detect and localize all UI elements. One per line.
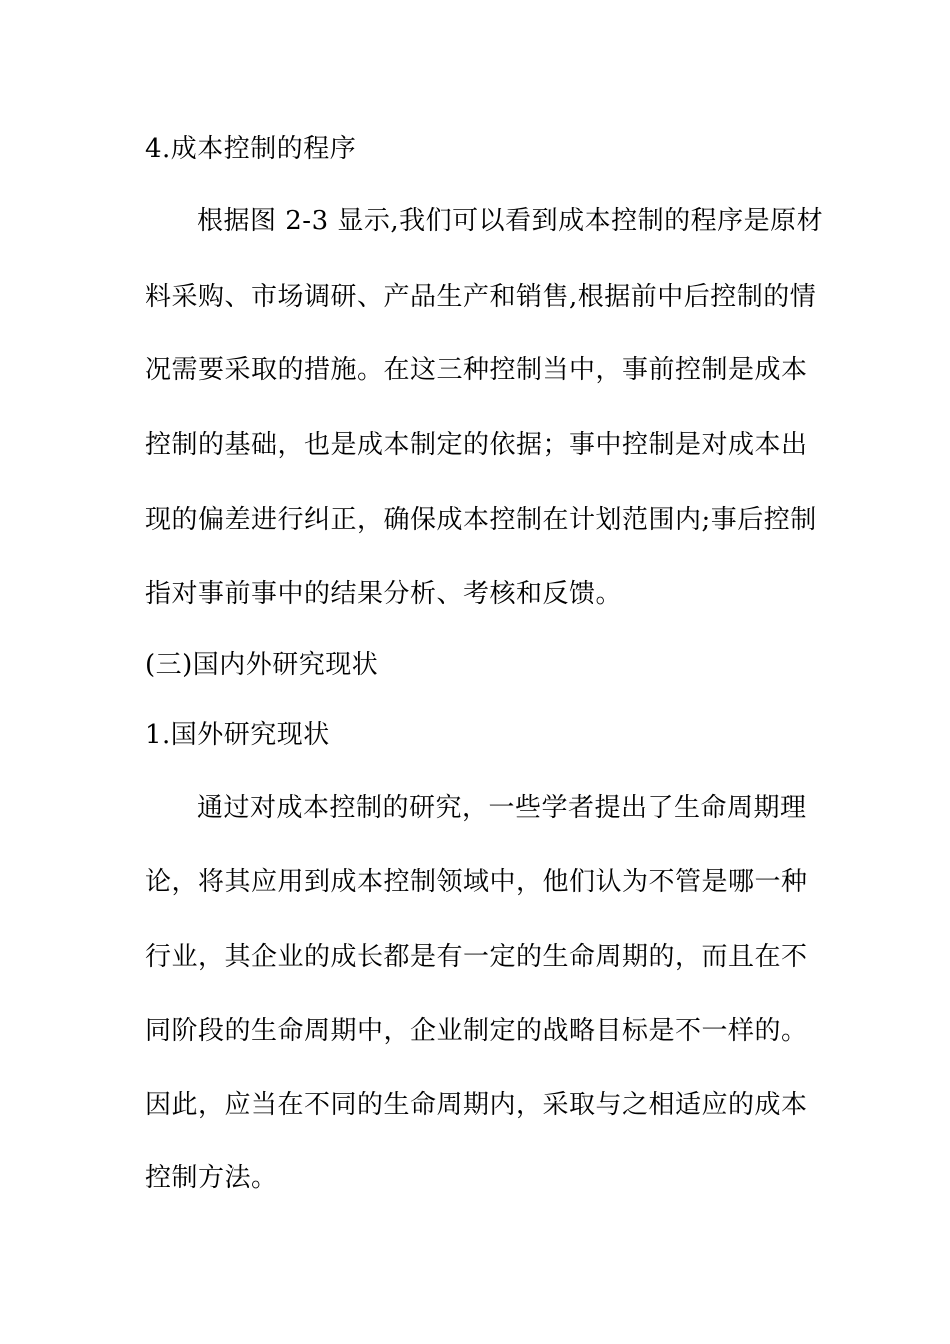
section-heading-cost-procedure: 4.成本控制的程序 xyxy=(145,134,357,164)
paragraph-line: 通过对成本控制的研究，一些学者提出了生命周期理 xyxy=(197,793,807,823)
section-heading-research-status: (三)国内外研究现状 xyxy=(145,650,379,680)
paragraph-line: 论，将其应用到成本控制领域中，他们认为不管是哪一种 xyxy=(145,867,808,897)
paragraph-line: 控制的基础，也是成本制定的依据；事中控制是对成本出 xyxy=(145,430,808,460)
paragraph-line: 控制方法。 xyxy=(145,1163,278,1193)
paragraph-line: 现的偏差进行纠正，确保成本控制在计划范围内;事后控制 xyxy=(145,505,817,535)
paragraph-line: 因此，应当在不同的生命周期内，采取与之相适应的成本 xyxy=(145,1090,808,1120)
paragraph-line: 料采购、市场调研、产品生产和销售,根据前中后控制的情 xyxy=(145,282,817,312)
paragraph-line: 根据图 2-3 显示,我们可以看到成本控制的程序是原材 xyxy=(197,206,824,236)
subsection-heading-foreign-research: 1.国外研究现状 xyxy=(145,720,330,750)
paragraph-line: 同阶段的生命周期中，企业制定的战略目标是不一样的。 xyxy=(145,1016,808,1046)
paragraph-line: 行业，其企业的成长都是有一定的生命周期的，而且在不 xyxy=(145,942,808,972)
paragraph-line: 况需要采取的措施。在这三种控制当中，事前控制是成本 xyxy=(145,355,808,385)
paragraph-line: 指对事前事中的结果分析、考核和反馈。 xyxy=(145,579,623,609)
